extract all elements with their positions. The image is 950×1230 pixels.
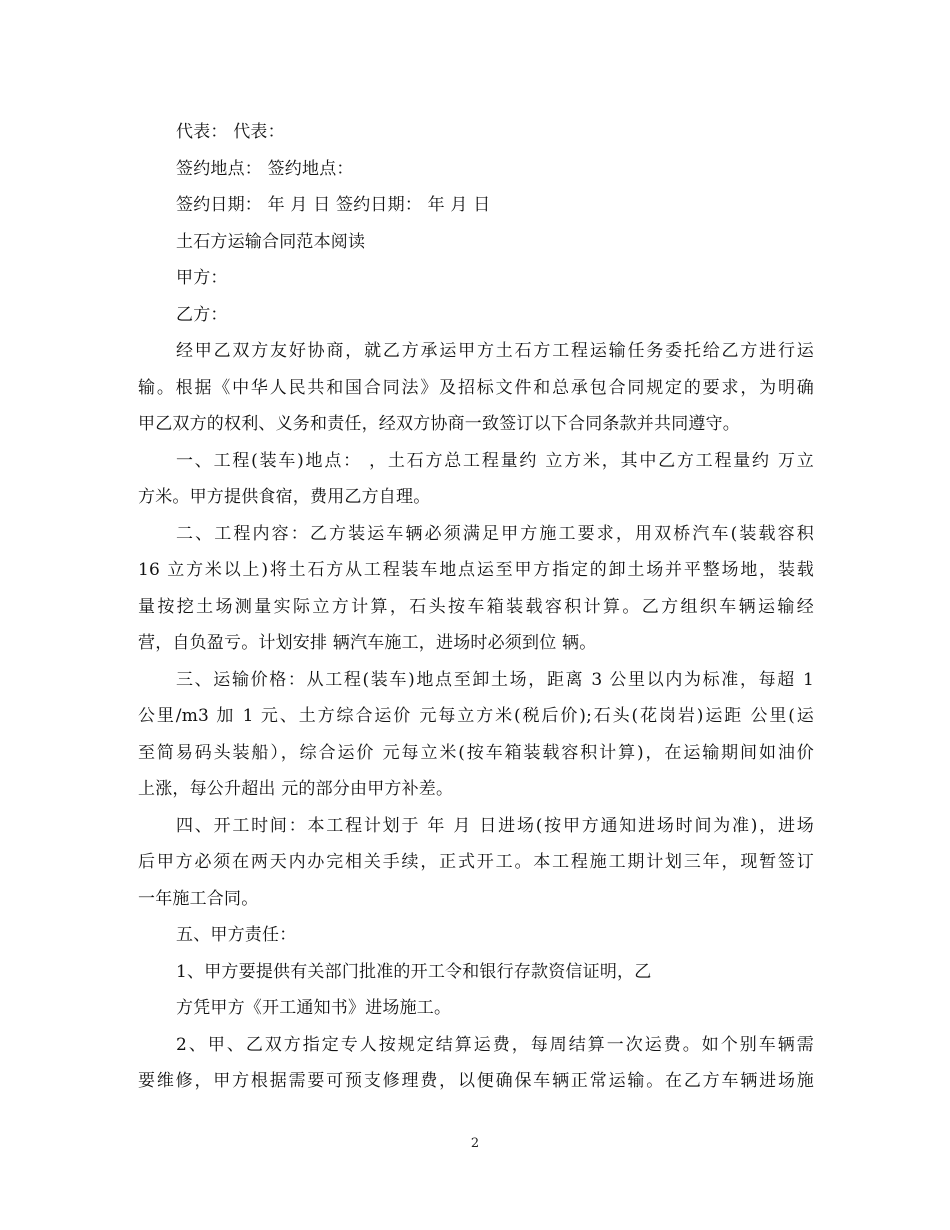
text-line: 四、开工时间：本工程计划于 年 月 日进场(按甲方通知进场时间为准)，进场	[176, 815, 814, 836]
text-line: 一年施工合同。	[138, 888, 259, 909]
text-line: 经甲乙双方友好协商，就乙方承运甲方土石方工程运输任务委托给乙方进行运	[176, 341, 814, 361]
text-line: 方米。甲方提供食宿，费用乙方自理。	[138, 487, 431, 507]
text-line: 土石方运输合同范本阅读	[176, 231, 366, 252]
page-number: 2	[470, 1136, 480, 1151]
text-line: 至简易码头装船），综合运价 元每立米(按车箱装载容积计算)，在运输期间如油价	[138, 742, 814, 763]
document-body	[138, 114, 814, 1100]
text-line: 方凭甲方《开工通知书》进场施工。	[176, 998, 452, 1018]
text-line: 甲方：	[176, 268, 228, 288]
text-line: 一、工程(装车)地点： ，土石方总工程量约 立方米，其中乙方工程量约 万立	[176, 450, 814, 471]
text-line: 乙方：	[176, 304, 228, 325]
text-line: 签约日期： 年 月 日 签约日期： 年 月 日	[176, 195, 491, 215]
text-line: 1、甲方要提供有关部门批准的开工令和银行存款资信证明，乙	[176, 961, 652, 982]
text-line: 2、甲、乙双方指定专人按规定结算运费，每周结算一次运费。如个别车辆需	[176, 1034, 814, 1055]
text-line: 营，自负盈亏。计划安排 辆汽车施工，进场时必须到位 辆。	[138, 633, 597, 653]
text-line: 输。根据《中华人民共和国合同法》及招标文件和总承包合同规定的要求，为明确	[138, 377, 814, 398]
text-line: 签约地点： 签约地点：	[176, 158, 354, 179]
text-line: 要维修，甲方根据需要可预支修理费，以便确保车辆正常运输。在乙方车辆进场施	[138, 1071, 814, 1091]
text-line: 公里/m3 加 1 元、土方综合运价 元每立方米(税后价);石头(花岗岩)运距 公里(运	[138, 706, 814, 726]
text-line: 后甲方必须在两天内办完相关手续，正式开工。本工程施工期计划三年，现暂签订	[138, 852, 814, 872]
text-line: 甲乙双方的权利、义务和责任，经双方协商一致签订以下合同条款并共同遵守。	[138, 414, 740, 434]
text-line: 五、甲方责任：	[176, 925, 297, 945]
text-line: 量按挖土场测量实际立方计算，石头按车箱装载容积计算。乙方组织车辆运输经	[138, 596, 814, 617]
text-line: 代表： 代表：	[176, 122, 285, 142]
text-line: 16 立方米以上)将土石方从工程装车地点运至甲方指定的卸土场并平整场地，装载	[138, 560, 814, 580]
text-line: 三、运输价格：从工程(装车)地点至卸土场，距离 3 公里以内为标准，每超 1	[176, 669, 814, 690]
text-line: 二、工程内容：乙方装运车辆必须满足甲方施工要求，用双桥汽车(装载容积	[176, 523, 814, 544]
text-line: 上涨，每公升超出 元的部分由甲方补差。	[138, 779, 454, 799]
